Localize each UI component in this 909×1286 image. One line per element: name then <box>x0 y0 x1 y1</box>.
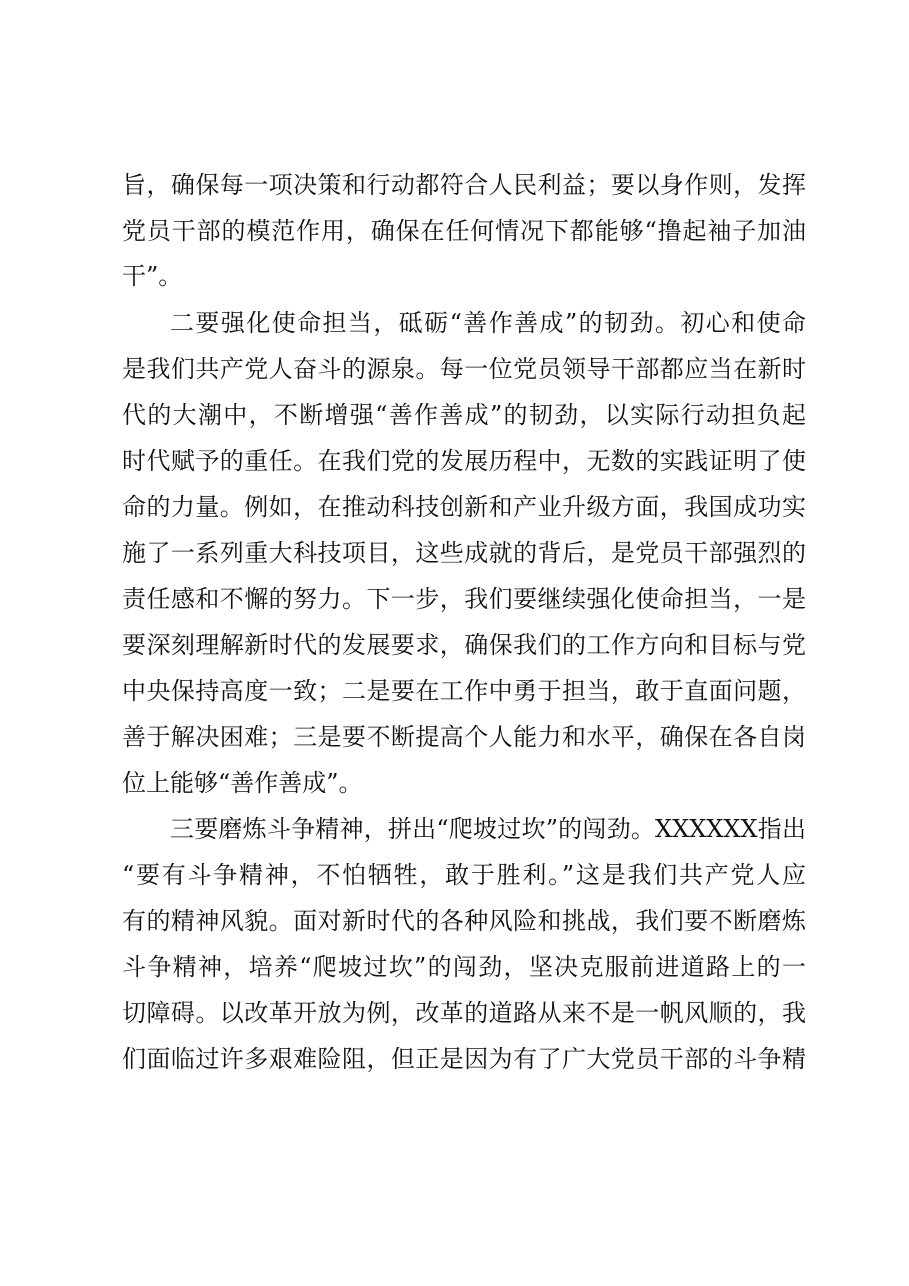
text-line: 命的力量。例如，在推动科技创新和产业升级方面，我国成功实 <box>122 493 806 521</box>
text-line: 干”。 <box>122 262 183 290</box>
text-line: 责任感和不懈的努力。下一步，我们要继续强化使命担当，一是 <box>122 585 806 613</box>
text-line: 中央保持高度一致；二是要在工作中勇于担当，敢于直面问题， <box>122 677 806 705</box>
text-line: 代的大潮中，不断增强“善作善成”的韧劲，以实际行动担负起 <box>122 401 806 429</box>
text-line: 旨，确保每一项决策和行动都符合人民利益；要以身作则，发挥 <box>122 171 806 199</box>
text-line: 善于解决困难；三是要不断提高个人能力和水平，确保在各自岗 <box>122 723 806 751</box>
text-line: 要深刻理解新时代的发展要求，确保我们的工作方向和目标与党 <box>122 631 806 659</box>
text-line: 们面临过许多艰难险阻，但正是因为有了广大党员干部的斗争精 <box>122 1045 806 1073</box>
text-line: 切障碍。以改革开放为例，改革的道路从来不是一帆风顺的，我 <box>122 999 806 1027</box>
paragraph-start-line: 二要强化使命担当，砥砺“善作善成”的韧劲。初心和使命 <box>170 309 806 337</box>
text-line: 有的精神风貌。面对新时代的各种风险和挑战，我们要不断磨炼 <box>122 907 806 935</box>
paragraph-start-line: 三要磨炼斗争精神，拼出“爬坡过坎”的闯劲。XXXXXX指出 <box>170 815 806 843</box>
text-line: 位上能够“善作善成”。 <box>122 769 363 797</box>
text-line: 是我们共产党人奋斗的源泉。每一位党员领导干部都应当在新时 <box>122 355 806 383</box>
text-line: 施了一系列重大科技项目，这些成就的背后，是党员干部强烈的 <box>122 539 806 567</box>
text-line: “要有斗争精神，不怕牺牲，敢于胜利。”这是我们共产党人应 <box>122 861 806 889</box>
text-line: 斗争精神，培养“爬坡过坎”的闯劲，坚决克服前进道路上的一 <box>122 953 806 981</box>
text-line: 时代赋予的重任。在我们党的发展历程中，无数的实践证明了使 <box>122 447 806 475</box>
text-line: 党员干部的模范作用，确保在任何情况下都能够“撸起袖子加油 <box>122 217 806 245</box>
